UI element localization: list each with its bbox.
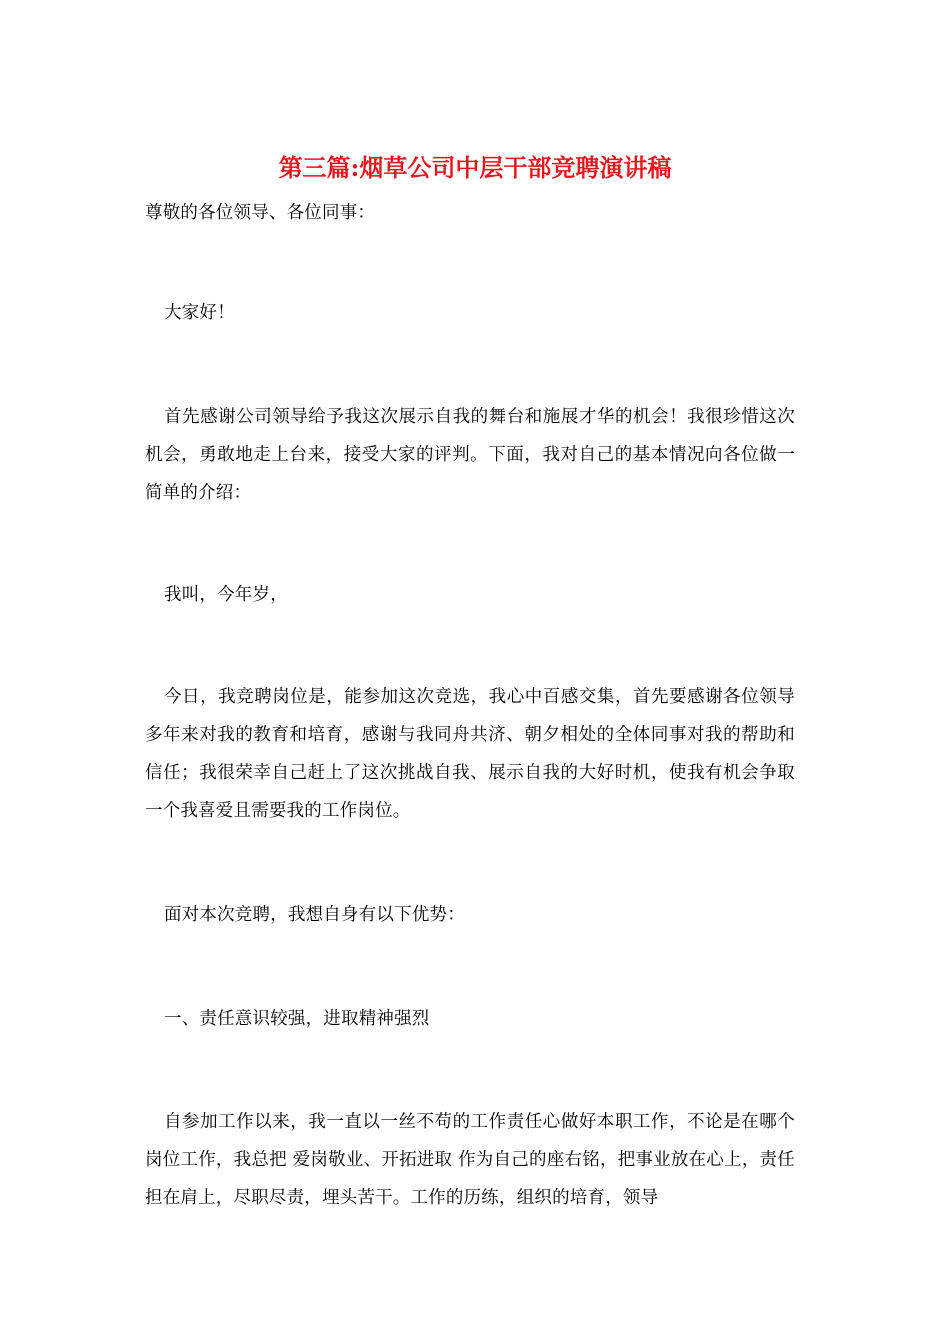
position-paragraph: 今日，我竞聘岗位是，能参加这次竞选，我心中百感交集，首先要感谢各位领导多年来对我的教育和培育，感谢与我同舟共济、朝夕相处的全体同事对我的帮助和信任；我很荣幸自己赶上了这次挑战自我、展示自我的大好时机，使我有机会争取一个我喜爱且需要我的工作岗位。 [145, 687, 795, 821]
document-title: 第三篇:烟草公司中层干部竞聘演讲稿 [278, 153, 672, 182]
advantages-intro: 面对本次竞聘，我想自身有以下优势： [164, 905, 465, 925]
section-heading-1: 一、责任意识较强，进取精神强烈 [164, 1009, 430, 1029]
name-age-paragraph: 我叫，今年岁， [164, 585, 288, 605]
salutation: 尊敬的各位领导、各位同事： [145, 203, 376, 223]
intro-paragraph: 首先感谢公司领导给予我这次展示自我的舞台和施展才华的机会！我很珍惜这次机会，勇敢地走上台来，接受大家的评判。下面，我对自己的基本情况向各位做一简单的介绍： [145, 407, 795, 503]
responsibility-paragraph: 自参加工作以来，我一直以一丝不苟的工作责任心做好本职工作，不论是在哪个岗位工作，我总把 爱岗敬业、开拓进取 作为自己的座右铭，把事业放在心上，责任担在肩上，尽职尽责，埋头苦干。工作的历练，组织的培育，领导 [145, 1112, 795, 1208]
greeting: 大家好！ [164, 303, 235, 323]
